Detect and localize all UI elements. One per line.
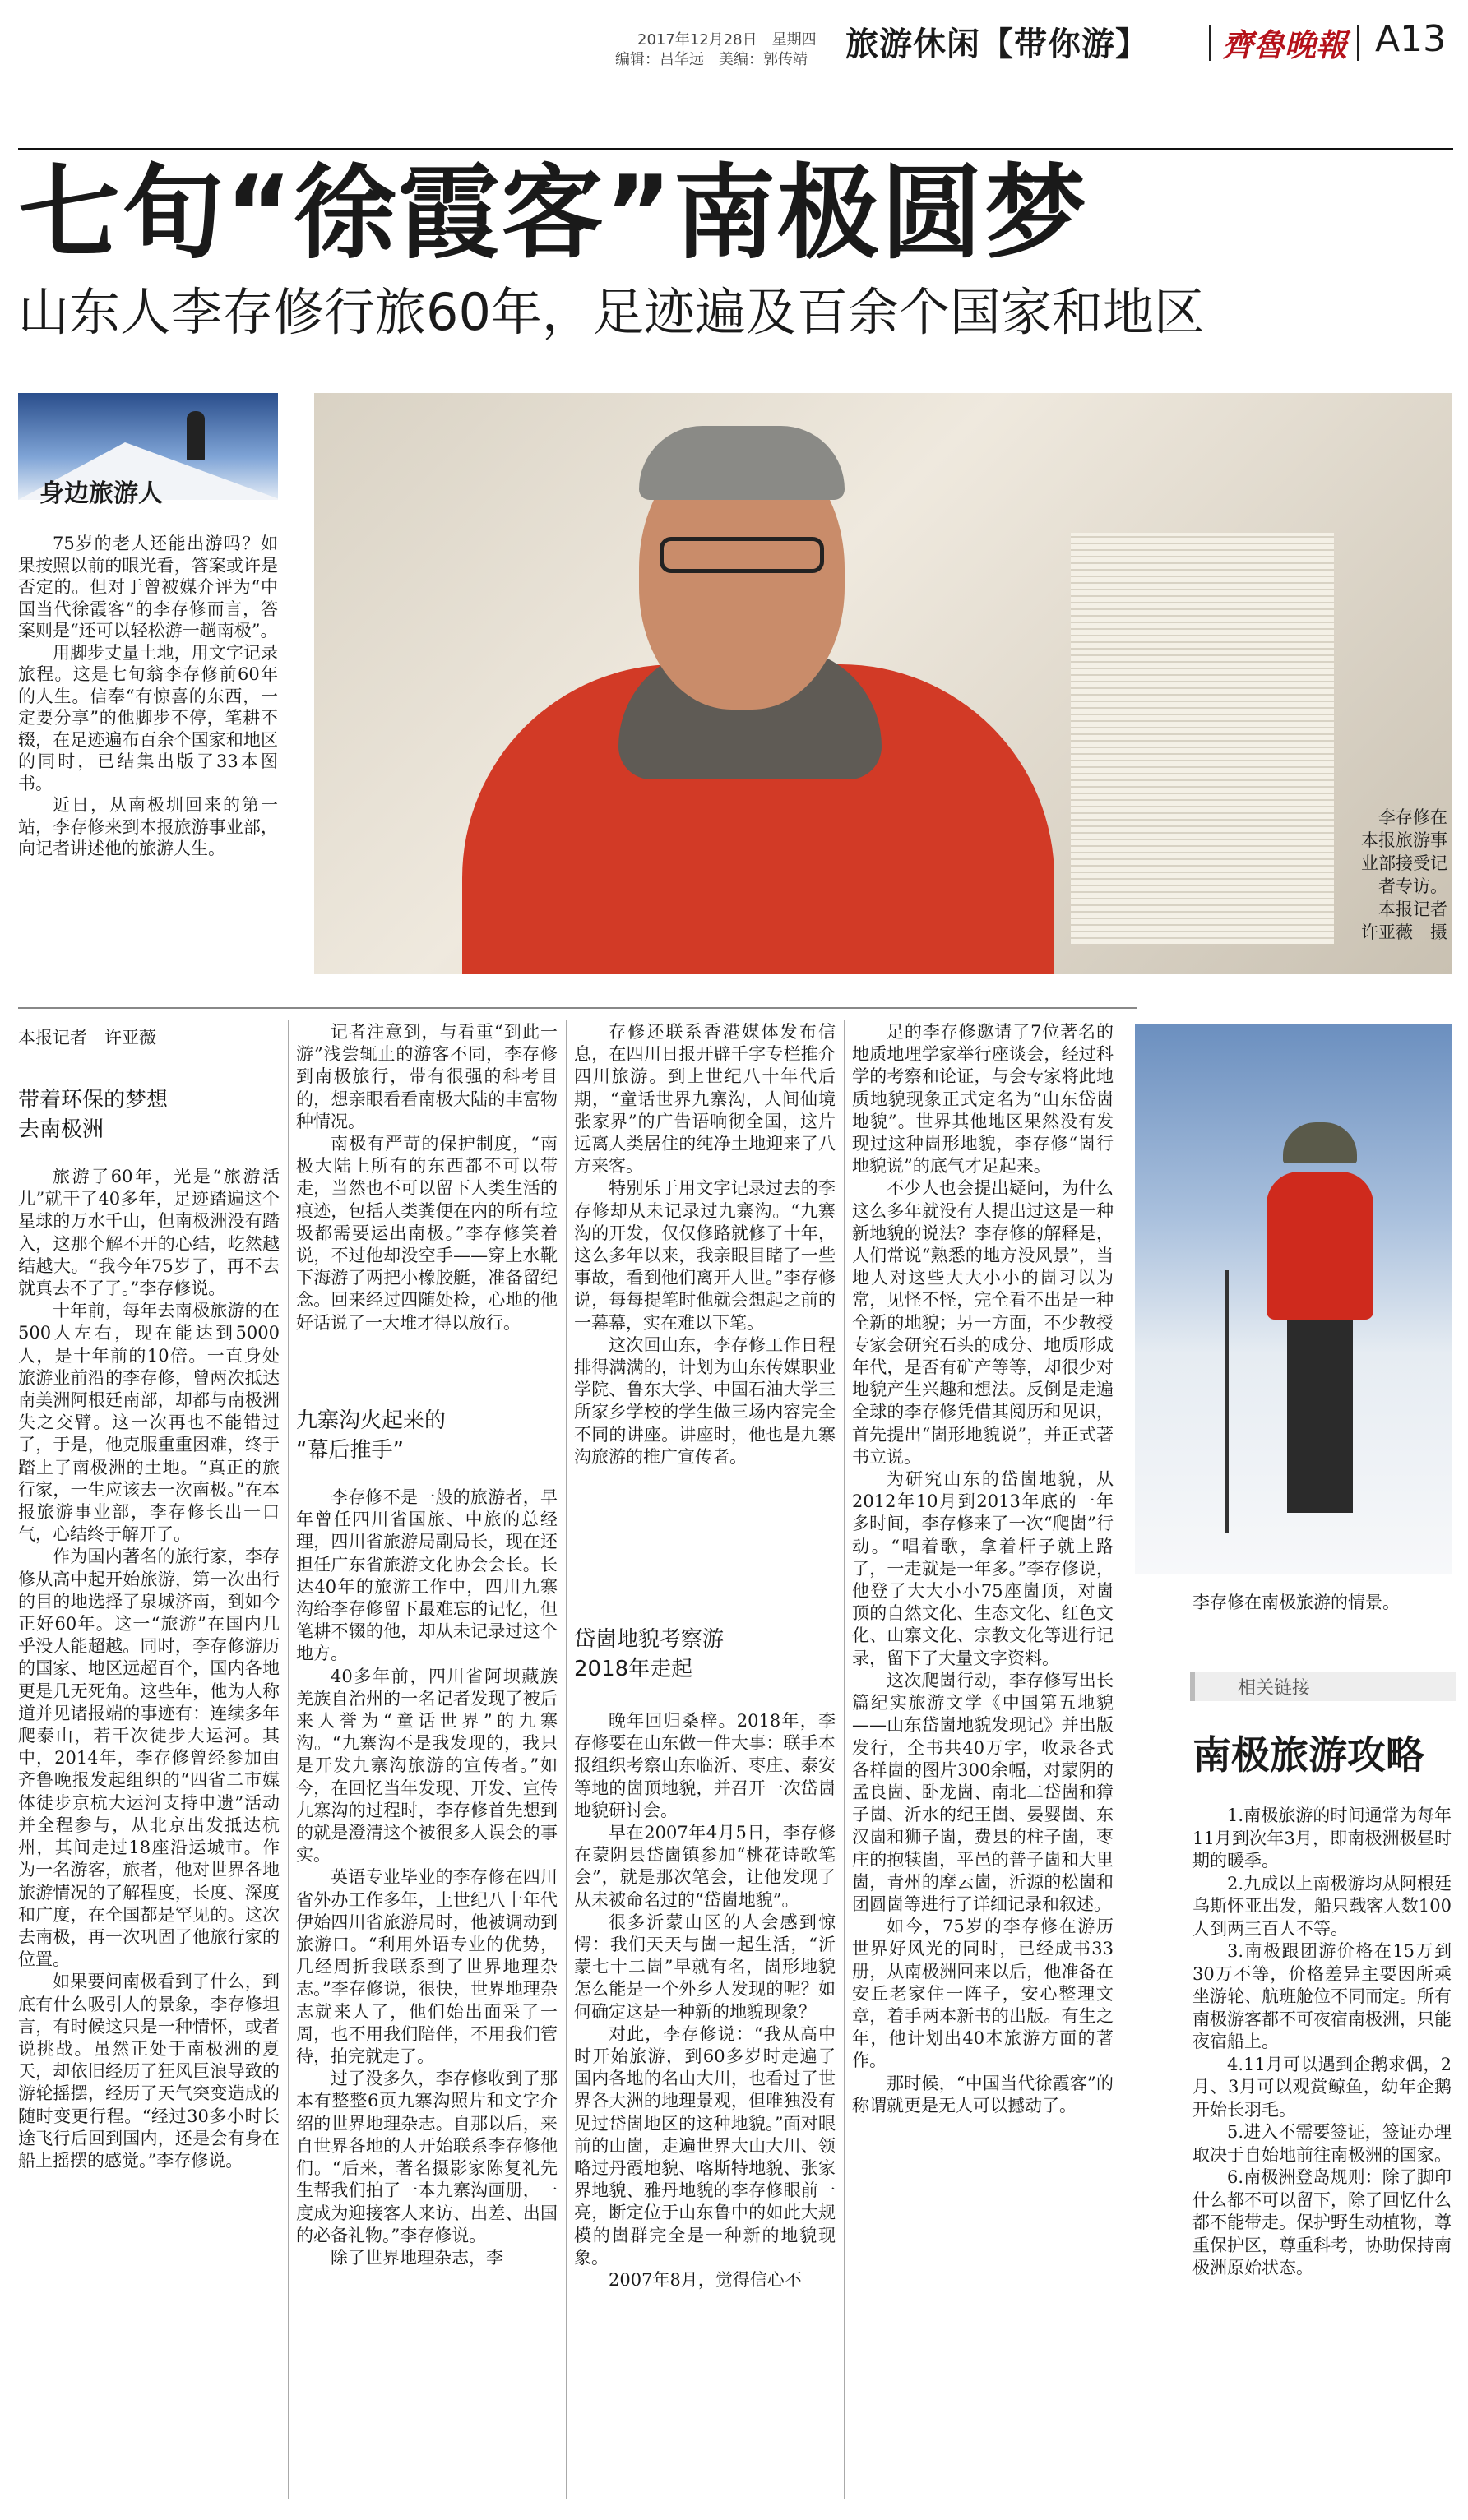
- subhead-line: 岱崮地貌考察游: [574, 1627, 725, 1652]
- caption-line: 者专访。: [1378, 876, 1447, 896]
- paragraph: 如果要问南极看到了什么，到底有什么吸引人的景象，李存修坦言，有时候这只是一种情怀，或者说挑战。虽然正处于南极洲的夏天，却依旧经历了狂风巨浪导致的游轮摇摆，经历了天气突变造成的随时变更行程。“经过30多小时长途飞行后回到国内，还是会有身在船上摇摆的感觉。”李存修说。: [18, 1972, 280, 2171]
- glasses: [660, 537, 824, 573]
- antarctica-photo-caption: 李存修在南极旅游的情景。: [1192, 1593, 1400, 1612]
- section-rule: [18, 1007, 1137, 1009]
- trekking-pole: [1225, 1270, 1229, 1533]
- subhead-3: [574, 1625, 724, 1684]
- hiker-silhouette: [187, 411, 205, 460]
- antarctica-photo: [1135, 1024, 1452, 1574]
- paragraph: 那时候，“中国当代徐霞客”的称谓就更是无人可以撼动了。: [852, 2073, 1114, 2115]
- intro-paragraph: 用脚步丈量土地，用文字记录旅程。这是七旬翁李存修前60年的人生。信奉“有惊喜的东西，一定要分享”的他脚步不停，笔耕不辍，在足迹遍布百余个国家和地区的同时，已结集出版了33本图书。: [18, 642, 278, 793]
- subhead-line: 去南极洲: [18, 1117, 104, 1142]
- subhead-1: [18, 1085, 168, 1144]
- guide-item: 1.南极旅游的时间通常为每年11月到次年3月，即南极洲极昼时期的暖季。: [1192, 1806, 1452, 1870]
- article-column-4: [852, 1021, 1114, 2505]
- editor-credits: 编辑：吕华远 美编：郭传靖: [615, 51, 808, 68]
- guide-list: [1192, 1805, 1452, 2280]
- paragraph: 特别乐于用文字记录过去的李存修却从未记录过九寨沟。“九寨沟的开发，仅仅修路就修了十年，这么多年以来，我亲眼目睹了一些事故，看到他们离开人世。”李存修说，每每提笔时他就会想起之前的一幕幕，实在难以下笔。: [574, 1178, 836, 1333]
- paragraph: 不少人也会提出疑问，为什么这么多年就没有人提出过这是一种新地貌的说法？李存修的解释是，人们常说“熟悉的地方没风景”，当地人对这些大大小小的崮习以为常，见怪不怪，完全看不出是一种全新的地貌；另一方面，不少教授专家会研究石头的成分、地质形成年代，是否有矿产等等，却很少对地貌产生兴趣和想法。反倒是走遍全球的李存修凭借其阅历和见识，首先提出“崮形地貌说”，并正式著书立说。: [852, 1178, 1114, 1467]
- header-rule: [18, 148, 1453, 150]
- paragraph: 十年前，每年去南极旅游的在500人左右，现在能达到5000人，是十年前的10倍。一直身处旅游业前沿的李存修，曾两次抵达南美洲阿根廷南部，却都与南极洲失之交臂。这一次再也不能错过了，于是，他克服重重困难，终于踏上了南极洲的土地。“真正的旅行家，一生应该去一次南极。”在本报旅游事业部，李存修长出一口气，心结终于解开了。: [18, 1301, 280, 1545]
- paragraph: 过了没多久，李存修收到了那本有整整6页九寨沟照片和文字介绍的世界地理杂志。自那以后，来自世界各地的人开始联系李存修他们。“后来，著名摄影家陈复礼先生帮我们拍了一本九寨沟画册，一度成为迎接客人来访、出差、出国的必备礼物。”李存修说。: [296, 2069, 558, 2245]
- paragraph: 为研究山东的岱崮地貌，从2012年10月到2013年底的一年多时间，李存修来了一次“爬崮”行动。“唱着歌，拿着杆子就上路了，一走就是一年多。”李存修说，他登了大大小小75座崮顶，对崮顶的自然文化、生态文化、红色文化、山寨文化、宗教文化等进行记录，留下了大量文字资料。: [852, 1469, 1114, 1668]
- column-divider: [566, 1020, 567, 2499]
- issue-date: 2017年12月28日 星期四: [637, 31, 817, 49]
- paragraph: 英语专业毕业的李存修在四川省外办工作多年，上世纪八十年代伊始四川省旅游局时，他被调动到旅游口。“利用外语专业的优势，几经周折我联系到了世界地理杂志。”李存修说，很快，世界地理杂志就来人了，他们始出面采了一周，也不用我们陪伴，不用我们管待，拍完就走了。: [296, 1867, 558, 2067]
- header-divider: [1357, 25, 1359, 61]
- paragraph: 足的李存修邀请了7位著名的地质地理学家举行座谈会，经过科学的考察和论证，与会专家将此地质地貌现象正式定名为“山东岱崮地貌”。世界其他地区果然没有发现过这种崮形地貌，李存修“崮行地貌说”的底气才足起来。: [852, 1022, 1114, 1177]
- paragraph: 南极有严苛的保护制度，“南极大陆上所有的东西都不可以带走，当然也不可以留下人类生活的痕迹，包括人类粪便在内的所有垃圾都需要运出南极。”李存修笑着说，不过他却没空手——穿上水靴下海游了两把小橡胶艇，准备留纪念。回来经过四随处检，心地的他好话说了一大堆才得以放行。: [296, 1134, 558, 1333]
- paragraph: 对此，李存修说：“我从高中时开始旅游，到60多岁时走遍了国内各地的名山大川，也看过了世界各大洲的地理景观，但唯独没有见过岱崮地区的这种地貌。”面对眼前的山崮，走遍世界大山大川、领略过丹霞地貌、喀斯特地貌、张家界地貌、雅丹地貌的李存修眼前一亮，断定位于山东鲁中的如此大规模的崮群完全是一种新的地貌现象。: [574, 2023, 836, 2268]
- caption-line: 许亚薇 摄: [1361, 922, 1447, 942]
- newspaper-logo: 齊魯晚報: [1222, 26, 1348, 63]
- paragraph: 如今，75岁的李存修在游历世界好风光的同时，已经成书33册，从南极洲回来以后，他准备在安丘老家住一阵子，安心整理文章，着手两本新书的出版。有生之年，他计划出40本旅游方面的著作。: [852, 1917, 1114, 2071]
- paragraph: 这次爬崮行动，李存修写出长篇纪实旅游文学《中国第五地貌——山东岱崮地貌发现记》并出版发行，全书共40万字，收录各式各样崮的图片300余幅，对蒙阴的孟良崮、卧龙崮、南北二岱崮和獐子崮、沂水的纪王崮、晏婴崮、东汉崮和狮子崮，费县的柱子崮，枣庄的抱犊崮，平邑的普子崮和大里崮，青州的摩云崮，沂源的松崮和团圆崮等进行了详细记录和叙述。: [852, 1670, 1114, 1914]
- paragraph: 李存修不是一般的旅游者，早年曾任四川省国旅、中旅的总经理，四川省旅游局副局长，现在还担任广东省旅游文化协会会长。长达40年的旅游工作中，四川九寨沟给李存修留下最难忘的记忆，但笔耕不辍的他，却从未记录过这个地方。: [296, 1487, 558, 1664]
- paragraph: 这次回山东，李存修工作日程排得满满的，计划为山东传媒职业学院、鲁东大学、中国石油大学三所家乡学校的学生做三场内容完全不同的讲座。讲座时，他也是九寨沟旅游的推广宣传者。: [574, 1334, 836, 1467]
- page-number: A13: [1375, 18, 1447, 60]
- article-column-1: [18, 1166, 280, 2172]
- article-column-2b: [296, 1487, 558, 2510]
- byline: 本报记者 许亚薇: [18, 1028, 156, 1047]
- related-link-bar: [1190, 1672, 1456, 1701]
- subhead-line: 2018年走起: [574, 1657, 693, 1681]
- caption-line: 李存修在: [1378, 807, 1447, 827]
- portrait-hair: [639, 426, 845, 500]
- guide-title: 南极旅游攻略: [1192, 1733, 1424, 1778]
- guide-item: 4.11月可以遇到企鹅求偶，2月、3月可以观赏鲸鱼，幼年企鹅开始长羽毛。: [1192, 2054, 1452, 2120]
- paragraph: 2007年8月，觉得信心不: [609, 2270, 802, 2291]
- intro-paragraph: 近日，从南极圳回来的第一站，李存修来到本报旅游事业部，向记者讲述他的旅游人生。: [18, 795, 278, 858]
- article-column-3a: [574, 1021, 836, 1597]
- paragraph: 记者注意到，与看重“到此一游”浅尝辄止的游客不同，李存修到南极旅行，带有很强的科考目的，想亲眼看看南极大陆的丰富物种情况。: [296, 1022, 558, 1131]
- column-divider: [844, 1020, 845, 2499]
- related-link-label: 相关链接: [1238, 1678, 1311, 1699]
- intro-paragraph: 75岁的老人还能出游吗？如果按照以前的眼光看，答案或许是否定的。但对于曾被媒介评为“中国当代徐霞客”的李存修而言，答案则是“还可以轻松游一趟南极”。: [18, 534, 278, 640]
- paragraph: 作为国内著名的旅行家，李存修从高中起开始旅游，第一次出行的目的地选择了泉城济南，到如今正好60年。这一“旅游”在国内几乎没人能超越。同时，李存修游历的国家、地区远超百个，国内各地更是几无死角。这些年，他为人称道并见诸报端的事迹有：连续多年爬泰山，若干次徒步大运河。其中，2014年，李存修曾经参加由齐鲁晚报发起组织的“四省二市媒体徒步京杭大运河支持申遗”活动并全程参与，从北京出发抵达杭州，其间走过18座沿运城市。作为一名游客，旅者，他对世界各地旅游情况的了解程度，长度、深度和广度，在全国都是罕见的。这次去南极，再一次巩固了他旅行家的位置。: [18, 1547, 280, 1970]
- paragraph: 很多沂蒙山区的人会感到惊愕：我们天天与崮一起生活，“沂蒙七十二崮”早就有名，崮形地貌怎么能是一个外乡人发现的呢？如何确定这是一种新的地貌现象？: [574, 1912, 836, 2022]
- guide-item: 5.进入不需要签证，签证办理取决于自始地前往南极洲的国家。: [1192, 2122, 1452, 2165]
- caption-line: 业部接受记: [1361, 853, 1447, 873]
- subhead-line: 九寨沟火起来的: [296, 1408, 447, 1433]
- subhead-2: [296, 1406, 446, 1465]
- traveler-hat: [1283, 1122, 1357, 1163]
- paragraph: 存修还联系香港媒体发布信息，在四川日报开辟千字专栏推介四川旅游。到上世纪八十年代后期，“童话世界九寨沟，人间仙境张家界”的广告语响彻全国，这片远离人类居住的纯净土地迎来了八方来客。: [574, 1022, 836, 1177]
- subtitle: 山东人李存修行旅60年，足迹遍及百余个国家和地区: [18, 282, 1205, 342]
- paragraph: 旅游了60年，光是“旅游活儿”就干了40多年，足迹踏遍这个星球的万水千山，但南极洲没有踏入，这那个解不开的心结，屹然越结越大。“我今年75岁了，再不去就真去不了了。”李存修说。: [18, 1167, 280, 1299]
- caption-line: 本报记者: [1378, 899, 1447, 919]
- guide-item: 3.南极跟团游价格在15万到30万不等，价格差异主要因所乘坐游轮、航班舱位不同而定。所有南极游客都不可夜宿南极洲，只能夜宿船上。: [1192, 1941, 1452, 2051]
- article-column-3b: [574, 1710, 836, 2508]
- column-intro: [18, 533, 278, 860]
- paragraph: 除了世界地理杂志，李: [331, 2247, 503, 2268]
- column-divider: [288, 1020, 289, 2499]
- caption-line: 本报旅游事: [1361, 830, 1447, 850]
- guide-item: 2.九成以上南极游均从阿根廷乌斯怀亚出发，船只载客人数100人到两三百人不等。: [1192, 1873, 1452, 1939]
- subhead-line: 带着环保的梦想: [18, 1088, 169, 1112]
- paragraph: 晚年回归桑梓。2018年，李存修要在山东做一件大事：联手本报组织考察山东临沂、枣庄、泰安等地的崮顶地貌，并召开一次岱崮地貌研讨会。: [574, 1711, 836, 1820]
- paragraph: 早在2007年4月5日，李存修在蒙阴县岱崮镇参加“桃花诗歌笔会”，就是那次笔会，让他发现了从未被命名过的“岱崮地貌”。: [574, 1823, 836, 1910]
- traveler-legs: [1287, 1315, 1353, 1513]
- main-photo-caption: [1242, 806, 1447, 944]
- article-column-2a: [296, 1021, 558, 1408]
- column-title: 身边旅游人: [39, 479, 163, 508]
- headline: 七旬“徐霞客”南极圆梦: [18, 155, 1088, 273]
- subhead-line: “幕后推手”: [296, 1438, 404, 1463]
- section-name: 旅游休闲【带你游】: [845, 25, 1149, 63]
- guide-item: 6.南极洲登岛规则：除了脚印什么都不可以留下，除了回忆什么都不能带走。保护野生动植物，尊重保护区，尊重科考，协助保持南极洲原始状态。: [1192, 2167, 1452, 2277]
- paragraph: 40多年前，四川省阿坝藏族羌族自治州的一名记者发现了被后来人誉为“童话世界”的九寨沟。“九寨沟不是我发现的，我只是开发九寨沟旅游的宣传者。”如今，在回忆当年发现、开发、宣传九寨沟的过程时，李存修首先想到的就是澄清这个被很多人误会的事实。: [296, 1666, 558, 1866]
- header-divider: [1209, 25, 1211, 61]
- traveler-jacket: [1267, 1172, 1373, 1320]
